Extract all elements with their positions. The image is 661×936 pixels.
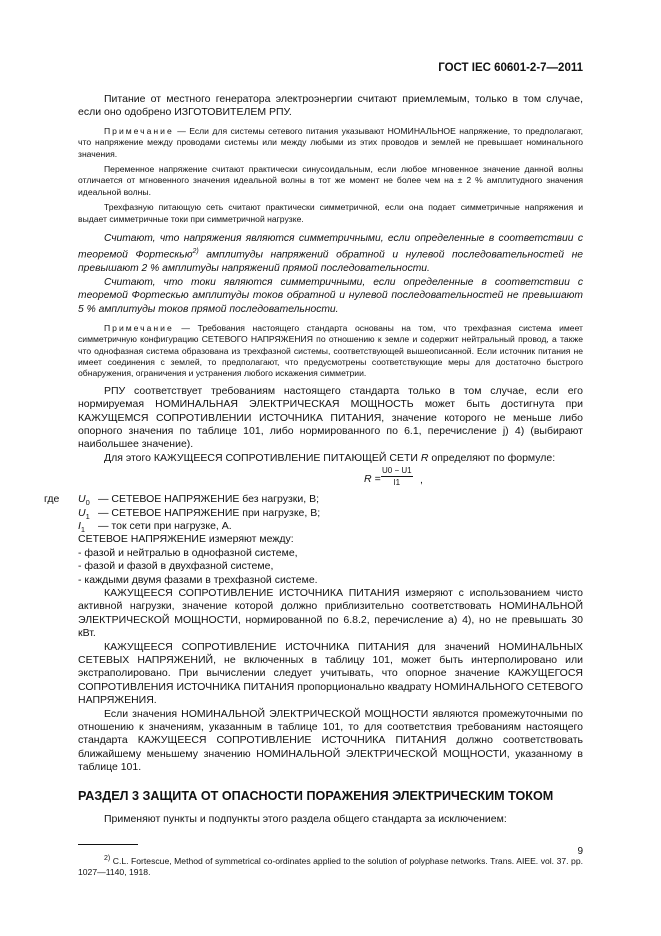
- paragraph-sinusoidal: Переменное напряжение считают практически синусоидальным, если любое мгновенное значение данной волны отличается от мгновенного значения идеальной волны в тот же момент не более чем на ± 2 % амплитудного значения идеальной волны.: [78, 164, 583, 197]
- footnote-text: C.L. Fortescue, Method of symmetrical co-ordinates applied to the solution of polyphase networks. Trans. AIEE. vol. 37. pp. 1027—1140, 1918.: [78, 855, 583, 878]
- formula-tail: ,: [420, 474, 423, 487]
- note-label: Примечание: [104, 322, 174, 333]
- footnote-marker: 2): [104, 855, 111, 863]
- standard-header: ГОСТ IEC 60601-2-7—2011: [438, 62, 583, 74]
- paragraph-resistance-intro: [78, 452, 583, 465]
- formula-denominator: I1: [393, 478, 401, 488]
- paragraph-generator: Питание от местного генератора электроэнергии считают приемлемым, только в том случае, если оно одобрено ИЗГОТОВИТЕЛЕМ РПУ.: [78, 93, 583, 119]
- where-symbol: [78, 520, 85, 537]
- section-title: РАЗДЕЛ 3 ЗАЩИТА ОТ ОПАСНОСТИ ПОРАЖЕНИЯ ЭЛЕКТРИЧЕСКИМ ТОКОМ: [78, 788, 554, 803]
- footnote-ref: 2): [192, 248, 199, 256]
- note-text: — Требования настоящего стандарта основаны на том, что трехфазная система имеет симметричную конфигурацию СЕТЕВОГО НАПРЯЖЕНИЯ по отношению к земле и содержит нейтральный провод, а также что однофазная система образована из трехфазной системы, соответствующей вышеописанной. Если источник питания не имеет соединения с землей, то предполагают, что предусмотрены соответствующие меры для достаточно быстрого обнаружения, ограничения и устранения любого искажения симметрии.: [78, 322, 583, 379]
- subscript: 1: [85, 511, 90, 521]
- note-label: Примечание: [104, 125, 174, 136]
- measure-list: [78, 533, 583, 587]
- measure-intro: СЕТЕВОЕ НАПРЯЖЕНИЕ измеряют между:: [78, 533, 294, 546]
- italic-text-b: амплитуды напряжений обратной и нулевой последовательностей не превышают 2 % амплитуды напряжений прямой последовательности.: [78, 249, 583, 274]
- formula-numerator: U0 − U1: [382, 466, 412, 476]
- formula-fraction: [381, 466, 413, 487]
- text: Для этого КАЖУЩЕЕСЯ СОПРОТИВЛЕНИЕ ПИТАЮЩЕЙ СЕТИ: [104, 451, 421, 464]
- where-text: — СЕТЕВОЕ НАПРЯЖЕНИЕ при нагрузке, В;: [98, 506, 321, 519]
- symbol: U: [78, 506, 86, 519]
- symbol: I: [78, 519, 81, 532]
- text: определяют по формуле:: [428, 451, 556, 464]
- subscript: 1: [80, 525, 86, 535]
- where-row: [44, 493, 583, 508]
- variable-r: R: [420, 451, 429, 464]
- formula-lhs: R =: [364, 473, 381, 486]
- where-text: — СЕТЕВОЕ НАПРЯЖЕНИЕ без нагрузки, В;: [98, 493, 319, 506]
- paragraph-rpu-compliance: РПУ соответствует требованиям настоящего стандарта только в том случае, если его нормируемая НОМИНАЛЬНАЯ ЭЛЕКТРИЧЕСКАЯ МОЩНОСТЬ может быть достигнута при КАЖУЩЕМСЯ СОПРОТИВЛЕНИИ ИСТОЧНИКА ПИТАНИЯ, значение которого не меньше либо опорного значения по таблице 101, либо нормированного по 6.1, перечисление j) 4) (выбирают наибольшее значение).: [78, 384, 583, 451]
- paragraph-applies: Применяют пункты и подпункты этого раздела общего стандарта за исключением:: [104, 812, 507, 825]
- where-row: [78, 507, 583, 520]
- where-row: [78, 520, 583, 533]
- subscript: 0: [85, 498, 90, 508]
- paragraph-interpolation: КАЖУЩЕЕСЯ СОПРОТИВЛЕНИЕ ИСТОЧНИКА ПИТАНИЯ для значений НОМИНАЛЬНЫХ СЕТЕВЫХ НАПРЯЖЕНИЙ, не включенных в таблицу 101, может быть интерполировано или экстраполировано. При вычислении следует учитывать, что опорное значение КАЖУЩЕГОСЯ СОПРОТИВЛЕНИЯ ИСТОЧНИКА ПИТАНИЯ пропорционально квадрату НОМИНАЛЬНОГО СЕТЕВОГО НАПРЯЖЕНИЯ.: [78, 640, 583, 707]
- paragraph-symmetric-supply: Трехфазную питающую сеть считают практически симметричной, если она подает симметричные напряжения и выдает симметричные токи при симметричной нагрузке.: [78, 202, 583, 224]
- italic-voltage-symmetry: [78, 232, 583, 275]
- italic-text-a: Считают, что напряжения являются симметричными, если определенные в соответствии с теоремой Фортескью: [78, 233, 583, 261]
- footnote: [78, 853, 583, 879]
- where-prefix: где: [44, 493, 60, 506]
- paragraph-intermediate: Если значения НОМИНАЛЬНОЙ ЭЛЕКТРИЧЕСКОЙ МОЩНОСТИ являются промежуточными по отношению к значениям, указанным в таблице 101, то для соответствия требованиям настоящего стандарта КАЖУЩЕЕСЯ СОПРОТИВЛЕНИЕ ИСТОЧНИКА ПИТАНИЯ должно соответствовать ближайшему меньшему значению НОМИНАЛЬНОЙ ЭЛЕКТРИЧЕСКОЙ МОЩНОСТИ, указанному в таблице 101.: [78, 707, 583, 774]
- list-item: - фазой и нейтралью в однофазной системе,: [78, 546, 298, 559]
- note-text: — Если для системы сетевого питания указывают НОМИНАЛЬНОЕ напряжение, то предполагают, что напряжение между проводами системы или между любыми из этих проводов и землей не превышает номинального значения.: [78, 125, 583, 159]
- footnote-divider: [78, 844, 138, 845]
- where-text: — ток сети при нагрузке, А.: [98, 519, 232, 532]
- note-1: [78, 126, 583, 160]
- page-number: 9: [577, 846, 583, 857]
- where-list: [44, 493, 583, 535]
- paragraph-measurement: КАЖУЩЕЕСЯ СОПРОТИВЛЕНИЕ ИСТОЧНИКА ПИТАНИЯ измеряют с использованием чисто активной нагрузки, значение которой должно приблизительно соответствовать НОМИНАЛЬНОЙ ЭЛЕКТРИЧЕСКОЙ МОЩНОСТИ, нормированной по 6.8.2, перечисление а) 4), но не превышать 30 кВт.: [78, 586, 583, 640]
- symbol: U: [78, 493, 86, 506]
- page-content: [44, 93, 583, 879]
- italic-current-symmetry: Считают, что токи являются симметричными, если определенные в соответствии с теоремой Фортескью амплитуды токов обратной и нулевой последовательностей не превышают 5 % амплитуды токов прямой последовательности.: [78, 277, 583, 315]
- note-2: [78, 323, 583, 380]
- list-item: - фазой и фазой в двухфазной системе,: [78, 560, 274, 573]
- formula: [78, 465, 583, 493]
- list-item: - каждыми двумя фазами в трехфазной системе.: [78, 573, 318, 586]
